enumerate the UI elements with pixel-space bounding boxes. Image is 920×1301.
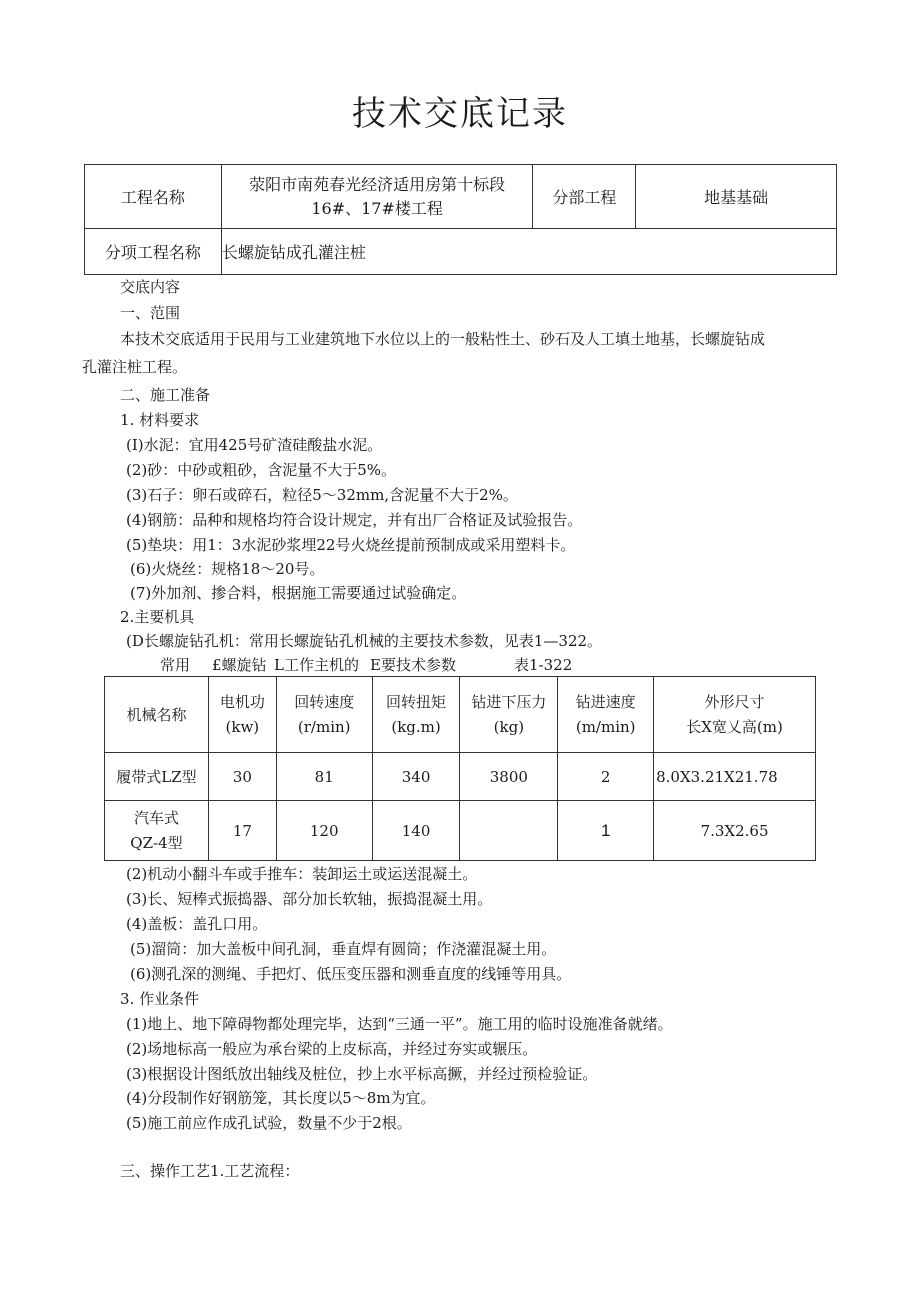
table-caption <box>160 654 572 675</box>
project-name-line-1: 荥阳市南苑春光经济适用房第十标段 <box>249 174 506 194</box>
project-name-value <box>221 165 533 229</box>
table-cell: 30 <box>208 753 276 801</box>
project-info-table <box>84 164 837 275</box>
table-row <box>105 753 816 801</box>
division-value: 地基基础 <box>636 165 837 229</box>
conditions-title: 3. 作业条件 <box>120 990 200 1008</box>
project-name-line-2: 16#、17#楼工程 <box>311 198 443 218</box>
scope-text-1: 本技术交底适用于民用与工业建筑地下水位以上的一般粘性土、砂石及人工填土地基，长螺旋钻成 <box>120 330 766 348</box>
caption-part: 常用 <box>160 656 191 674</box>
table-cell: 120 <box>276 801 372 861</box>
header-cell: 钻进速度 (m/min) <box>558 677 654 753</box>
header-cell: 外形尺寸 长X宽乂高(m) <box>654 677 816 753</box>
project-name-label: 工程名称 <box>85 165 222 229</box>
table-cell: 1 <box>558 801 654 861</box>
machine-item: (2)机动小翻斗车或手推车：装卸运土或运送混凝土。 <box>126 865 478 883</box>
table-cell: 140 <box>372 801 460 861</box>
materials-title: 1. 材料要求 <box>120 411 200 429</box>
division-label: 分部工程 <box>533 165 636 229</box>
table-cell <box>460 801 558 861</box>
condition-item: (3)根据设计图纸放出轴线及桩位，抄上水平标高撅，并经过预检验证。 <box>126 1065 598 1083</box>
header-cell: 回转速度 (r/min) <box>276 677 372 753</box>
caption-part: L工作主机的 <box>274 656 359 674</box>
machine-item: (3)长、短棒式振捣器、部分加长软轴，振捣混凝土用。 <box>126 890 493 908</box>
table-cell: 81 <box>276 753 372 801</box>
condition-item: (1)地上、地下障碍物都处理完毕，达到“三通一平”。施工用的临时设施准备就绪。 <box>126 1015 673 1033</box>
table-cell: 汽车式 QZ-4型 <box>105 801 209 861</box>
table-cell: 2 <box>558 753 654 801</box>
table-cell: 17 <box>208 801 276 861</box>
machine-item: (5)溜筒：加大盖板中间孔洞，垂直焊有圆筒；作浇灌混凝土用。 <box>130 940 557 958</box>
table-row <box>105 801 816 861</box>
material-item: (7)外加剂、掺合料，根据施工需要通过试验确定。 <box>130 584 467 602</box>
condition-item: (4)分段制作好钢筋笼，其长度以5～8m为宜。 <box>126 1089 436 1107</box>
machine-item: (4)盖板：盖孔口用。 <box>126 915 268 933</box>
page-title: 技术交底记录 <box>352 94 568 134</box>
condition-item: (2)场地标高一般应为承台梁的上皮标高，并经过夯实或辗压。 <box>126 1040 538 1058</box>
table-cell: 3800 <box>460 753 558 801</box>
condition-item: (5)施工前应作成孔试验，数量不少于2根。 <box>126 1114 412 1132</box>
machine-params-table <box>104 676 816 861</box>
header-cell: 电机功 (kw) <box>208 677 276 753</box>
header-cell: 回转扭矩 (kg.m) <box>372 677 460 753</box>
prep-title: 二、施工准备 <box>120 386 211 404</box>
material-item: (6)火烧丝：规格18～20号。 <box>130 560 325 578</box>
subitem-label: 分项工程名称 <box>85 229 222 275</box>
table-cell: 履带式LZ型 <box>105 753 209 801</box>
scope-title: 一、范围 <box>120 304 181 322</box>
material-item: (4)钢筋：品种和规格均符合设计规定，并有出厂合格证及试验报告。 <box>126 511 583 529</box>
caption-part: 表1-322 <box>514 656 573 674</box>
machine-item: (6)测孔深的测绳、手把灯、低压变压器和测垂直度的线锤等用具。 <box>130 965 572 983</box>
material-item: (2)砂：中砂或粗砂，含泥量不大于5%。 <box>126 461 397 479</box>
scope-text-2: 孔灌注桩工程。 <box>82 358 188 376</box>
machine-1-intro: (D长螺旋钻孔机：常用长螺旋钻孔机械的主要技术参数，见表1—322。 <box>126 632 603 650</box>
content-heading: 交底内容 <box>120 278 181 296</box>
subitem-value: 长螺旋钻成孔灌注桩 <box>221 229 836 275</box>
caption-part: E要技术参数 <box>370 656 456 674</box>
table-cell: 7.3X2.65 <box>654 801 816 861</box>
table-header-row <box>105 677 816 753</box>
material-item: (3)石子：卵石或碎石，粒径5～32mm,含泥量不大于2%。 <box>126 486 518 504</box>
process-title: 三、操作工艺1.工艺流程： <box>120 1162 300 1180</box>
header-cell: 机械名称 <box>105 677 209 753</box>
material-item: (I)水泥：宜用425号矿渣硅酸盐水泥。 <box>126 436 383 454</box>
table-cell: 8.0X3.21X21.78 <box>654 753 816 801</box>
table-cell: 340 <box>372 753 460 801</box>
caption-part: £螺旋钻 <box>212 656 267 674</box>
machines-title: 2.主要机具 <box>120 608 195 626</box>
material-item: (5)垫块：用1：3水泥砂浆埋22号火烧丝提前预制成或采用塑料卡。 <box>126 536 576 554</box>
header-cell: 钻进下压力 (kg) <box>460 677 558 753</box>
